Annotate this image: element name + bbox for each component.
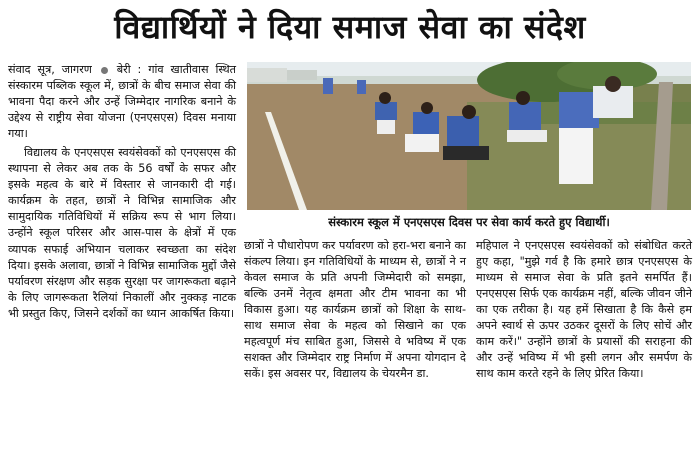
photo-caption: संस्कारम स्कूल में एनएसएस दिवस पर सेवा कार्य करते हुए विद्यार्थी। xyxy=(328,215,610,229)
news-photo xyxy=(247,62,691,210)
paragraph-1 xyxy=(8,62,236,142)
article-column-1 xyxy=(8,62,236,322)
column-3-text: महिपाल ने एनएसएस स्वयंसेवकों को संबोधित करते हुए कहा, "मुझे गर्व है कि हमारे छात्र एनएसएस के माध्यम से समाज सेवा के प्रति इतने समर्पित हैं। एनएसएस सिर्फ एक कार्यक्रम नहीं, बल्कि जीवन जीने का एक तरीका है। यह हमें सिखाता है कि कैसे हम अपने स्वार्थ से ऊपर उठकर दूसरों के लिए सोचें और काम करें।" उन्होंने छात्रों के प्रयासों की सराहना की और उन्हें भविष्य में भी इसी लगन और समर्पण के साथ काम करते रहने के लिए प्रेरित किया। xyxy=(476,239,692,381)
bullet-icon xyxy=(101,67,108,74)
dateline-place: बेरी : xyxy=(116,63,142,76)
column-2-text: छात्रों ने पौधारोपण कर पर्यावरण को हरा-भरा बनाने का संकल्प लिया। इन गतिविधियों के माध्यम से, छात्रों ने न केवल समाज के प्रति अपनी जिम्मेदारी को समझा, बल्कि उनमें नेतृत्व क्षमता और टीम भावना का भी विकास हुआ। यह कार्यक्रम छात्रों को शिक्षा के साथ-साथ समाज सेवा के महत्व को सिखाने का एक महत्वपूर्ण मंच साबित हुआ, जिससे वे भविष्य में एक सशक्त और जिम्मेदार राष्ट्र निर्माण में अपना योगदान दे सकें। इस अवसर पर, विद्यालय के चेयरमैन डा. xyxy=(244,239,466,381)
paragraph-1-text: गांव खातीवास स्थित संस्कारम पब्लिक स्कूल में, छात्रों के बीच समाज सेवा की भावना पैदा करने और उन्हें जिम्मेदार नागरिक बनाने के उद्देश्य से राष्ट्रीय सेवा योजना (एनएसएस) दिवस मनाया गया। xyxy=(8,63,237,141)
dateline-source: संवाद सूत्र, जागरण xyxy=(8,63,92,76)
article-column-2 xyxy=(244,238,466,382)
headline: विद्यार्थियों ने दिया समाज सेवा का संदेश xyxy=(114,7,586,46)
article-column-3 xyxy=(476,238,692,382)
paragraph-2: विद्यालय के एनएसएस स्वयंसेवकों को एनएसएस की स्थापना से लेकर अब तक के 56 वर्षों के सफर और इसके महत्व के बारे में विस्तार से जानकारी दी गई। कार्यक्रम के तहत, छात्रों ने विभिन्न सामाजिक और सामुदायिक गतिविधियों में सक्रिय रूप से भाग लिया। उन्होंने स्कूल परिसर और आस-पास के क्षेत्रों में एक व्यापक सफाई अभियान चलाकर स्वच्छता का संदेश दिया। इसके अलावा, छात्रों ने विभिन्न सामाजिक मुद्दों जैसे पर्यावरण संरक्षण और सड़क सुरक्षा पर जागरूकता बढ़ाने के लिए जागरूकता रैलियां निकालीं और नुक्कड़ नाटक भी प्रस्तुत किए, जिसने दर्शकों का ध्यान आकर्षित किया। xyxy=(8,146,236,320)
